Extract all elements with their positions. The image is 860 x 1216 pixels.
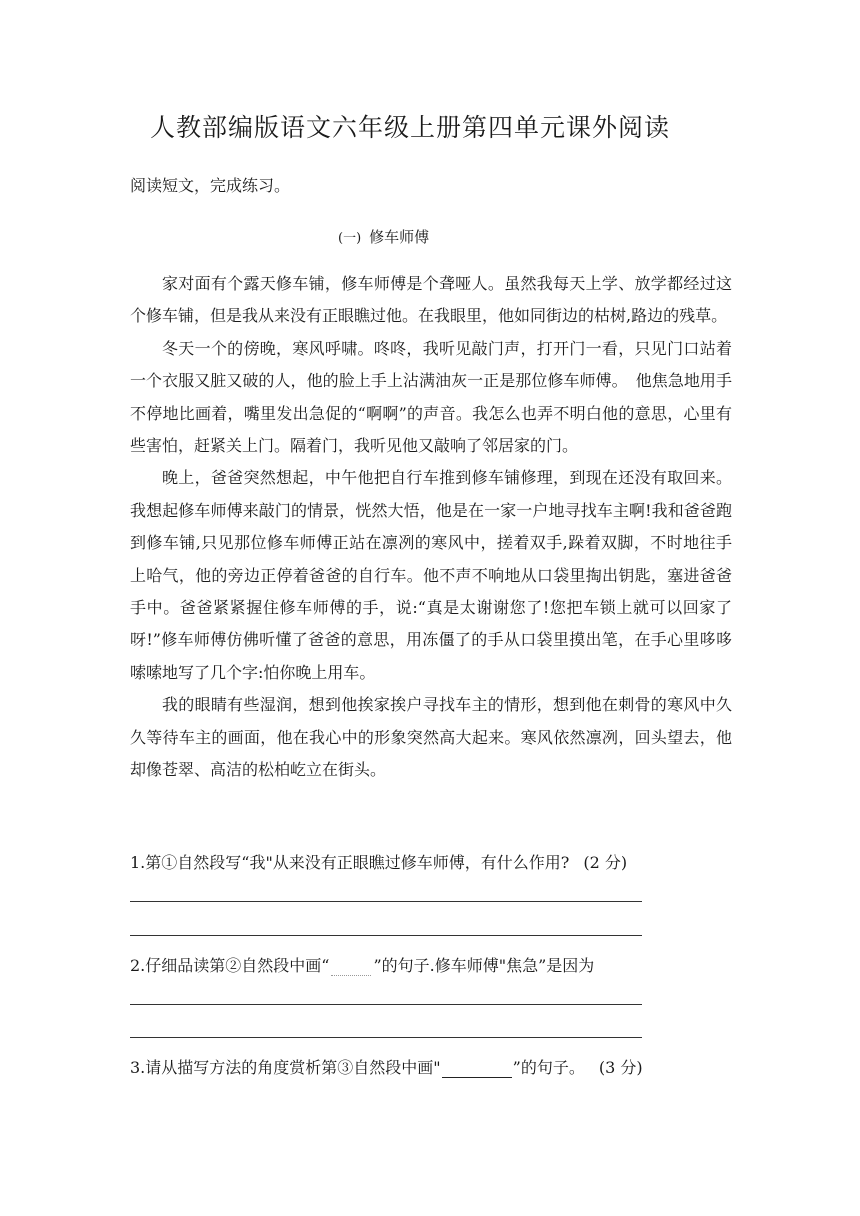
question-1-text: 1.第①自然段写“我"从来没有正眼瞧过修车师傅，有什么作用? — [130, 853, 570, 872]
question-2 — [130, 953, 594, 976]
paragraph-2: 冬天一个的傍晚，寒风呼啸。咚咚，我听见敲门声，打开门一看，只见门口站着一个衣服又脏又破的人，他的脸上手上沾满油灰一正是那位修车师傅。 他焦急地用手不停地比画着，嘴里发出急促的“啊啊”的声音。我怎么也弄不明白他的意思，心里有些害怕，赶紧关上门。隔着门，我听见他又敲响了邻居家的门。 — [130, 338, 732, 456]
instruction-text: 阅读短文，完成练习。 — [130, 176, 291, 195]
question-3-text-before: 3.请从描写方法的角度赏析第③自然段中画" — [130, 1058, 441, 1077]
passage-body — [130, 268, 732, 787]
question-3-blank[interactable] — [442, 1058, 512, 1078]
question-3 — [130, 1055, 643, 1078]
page-title: 人教部编版语文六年级上册第四单元课外阅读 — [150, 113, 671, 142]
question-2-text-before: 2.仔细品读第②自然段中画“ — [130, 956, 330, 975]
question-3-score: (3 分) — [598, 1058, 643, 1077]
question-2-blank[interactable] — [331, 956, 371, 976]
answer-line-q2-2[interactable] — [130, 1037, 642, 1038]
question-2-text-after: ”的句子.修车师傅"焦急”是因为 — [373, 956, 595, 975]
question-1-score: (2 分) — [583, 853, 628, 872]
answer-line-q2-1[interactable] — [130, 1004, 642, 1005]
passage-title-text: 修车师傅 — [369, 228, 430, 246]
paragraph-3: 晚上，爸爸突然想起，中午他把自行车推到修车铺修理，到现在还没有取回来。我想起修车师傅来敲门的情景，恍然大悟，他是在一家一户地寻找车主啊!我和爸爸跑到修车铺,只见那位修车师傅正站在凛冽的寒风中，搓着双手,跺着双脚，不时地往手上哈气，他的旁边正停着爸爸的自行车。他不声不响地从口袋里掏出钥匙，塞进爸爸手中。爸爸紧紧握住修车师傅的手，说:“真是太谢谢您了!您把车锁上就可以回家了呀!”修车师傅仿佛听懂了爸爸的意思，用冻僵了的手从口袋里摸出笔，在手心里哆哆嗦嗦地写了几个字:怕你晚上用车。 — [130, 468, 732, 682]
passage-number: (一) — [338, 231, 362, 246]
paragraph-4: 我的眼睛有些湿润，想到他挨家挨户寻找车主的情形，想到他在刺骨的寒风中久久等待车主的画面，他在我心中的形象突然高大起来。寒风依然凛冽，回头望去，他却像苍翠、高洁的松柏屹立在街头。 — [130, 695, 732, 780]
answer-line-q1-1[interactable] — [130, 901, 642, 902]
answer-line-q1-2[interactable] — [130, 935, 642, 936]
question-3-text-after: ”的句子。 — [512, 1058, 585, 1077]
paragraph-1: 家对面有个露天修车铺，修车师傅是个聋哑人。虽然我每天上学、放学都经过这个修车铺，但是我从来没有正眼瞧过他。在我眼里，他如同街边的枯树,路边的残草。 — [130, 274, 732, 326]
question-1 — [130, 850, 627, 873]
passage-title — [338, 226, 429, 247]
